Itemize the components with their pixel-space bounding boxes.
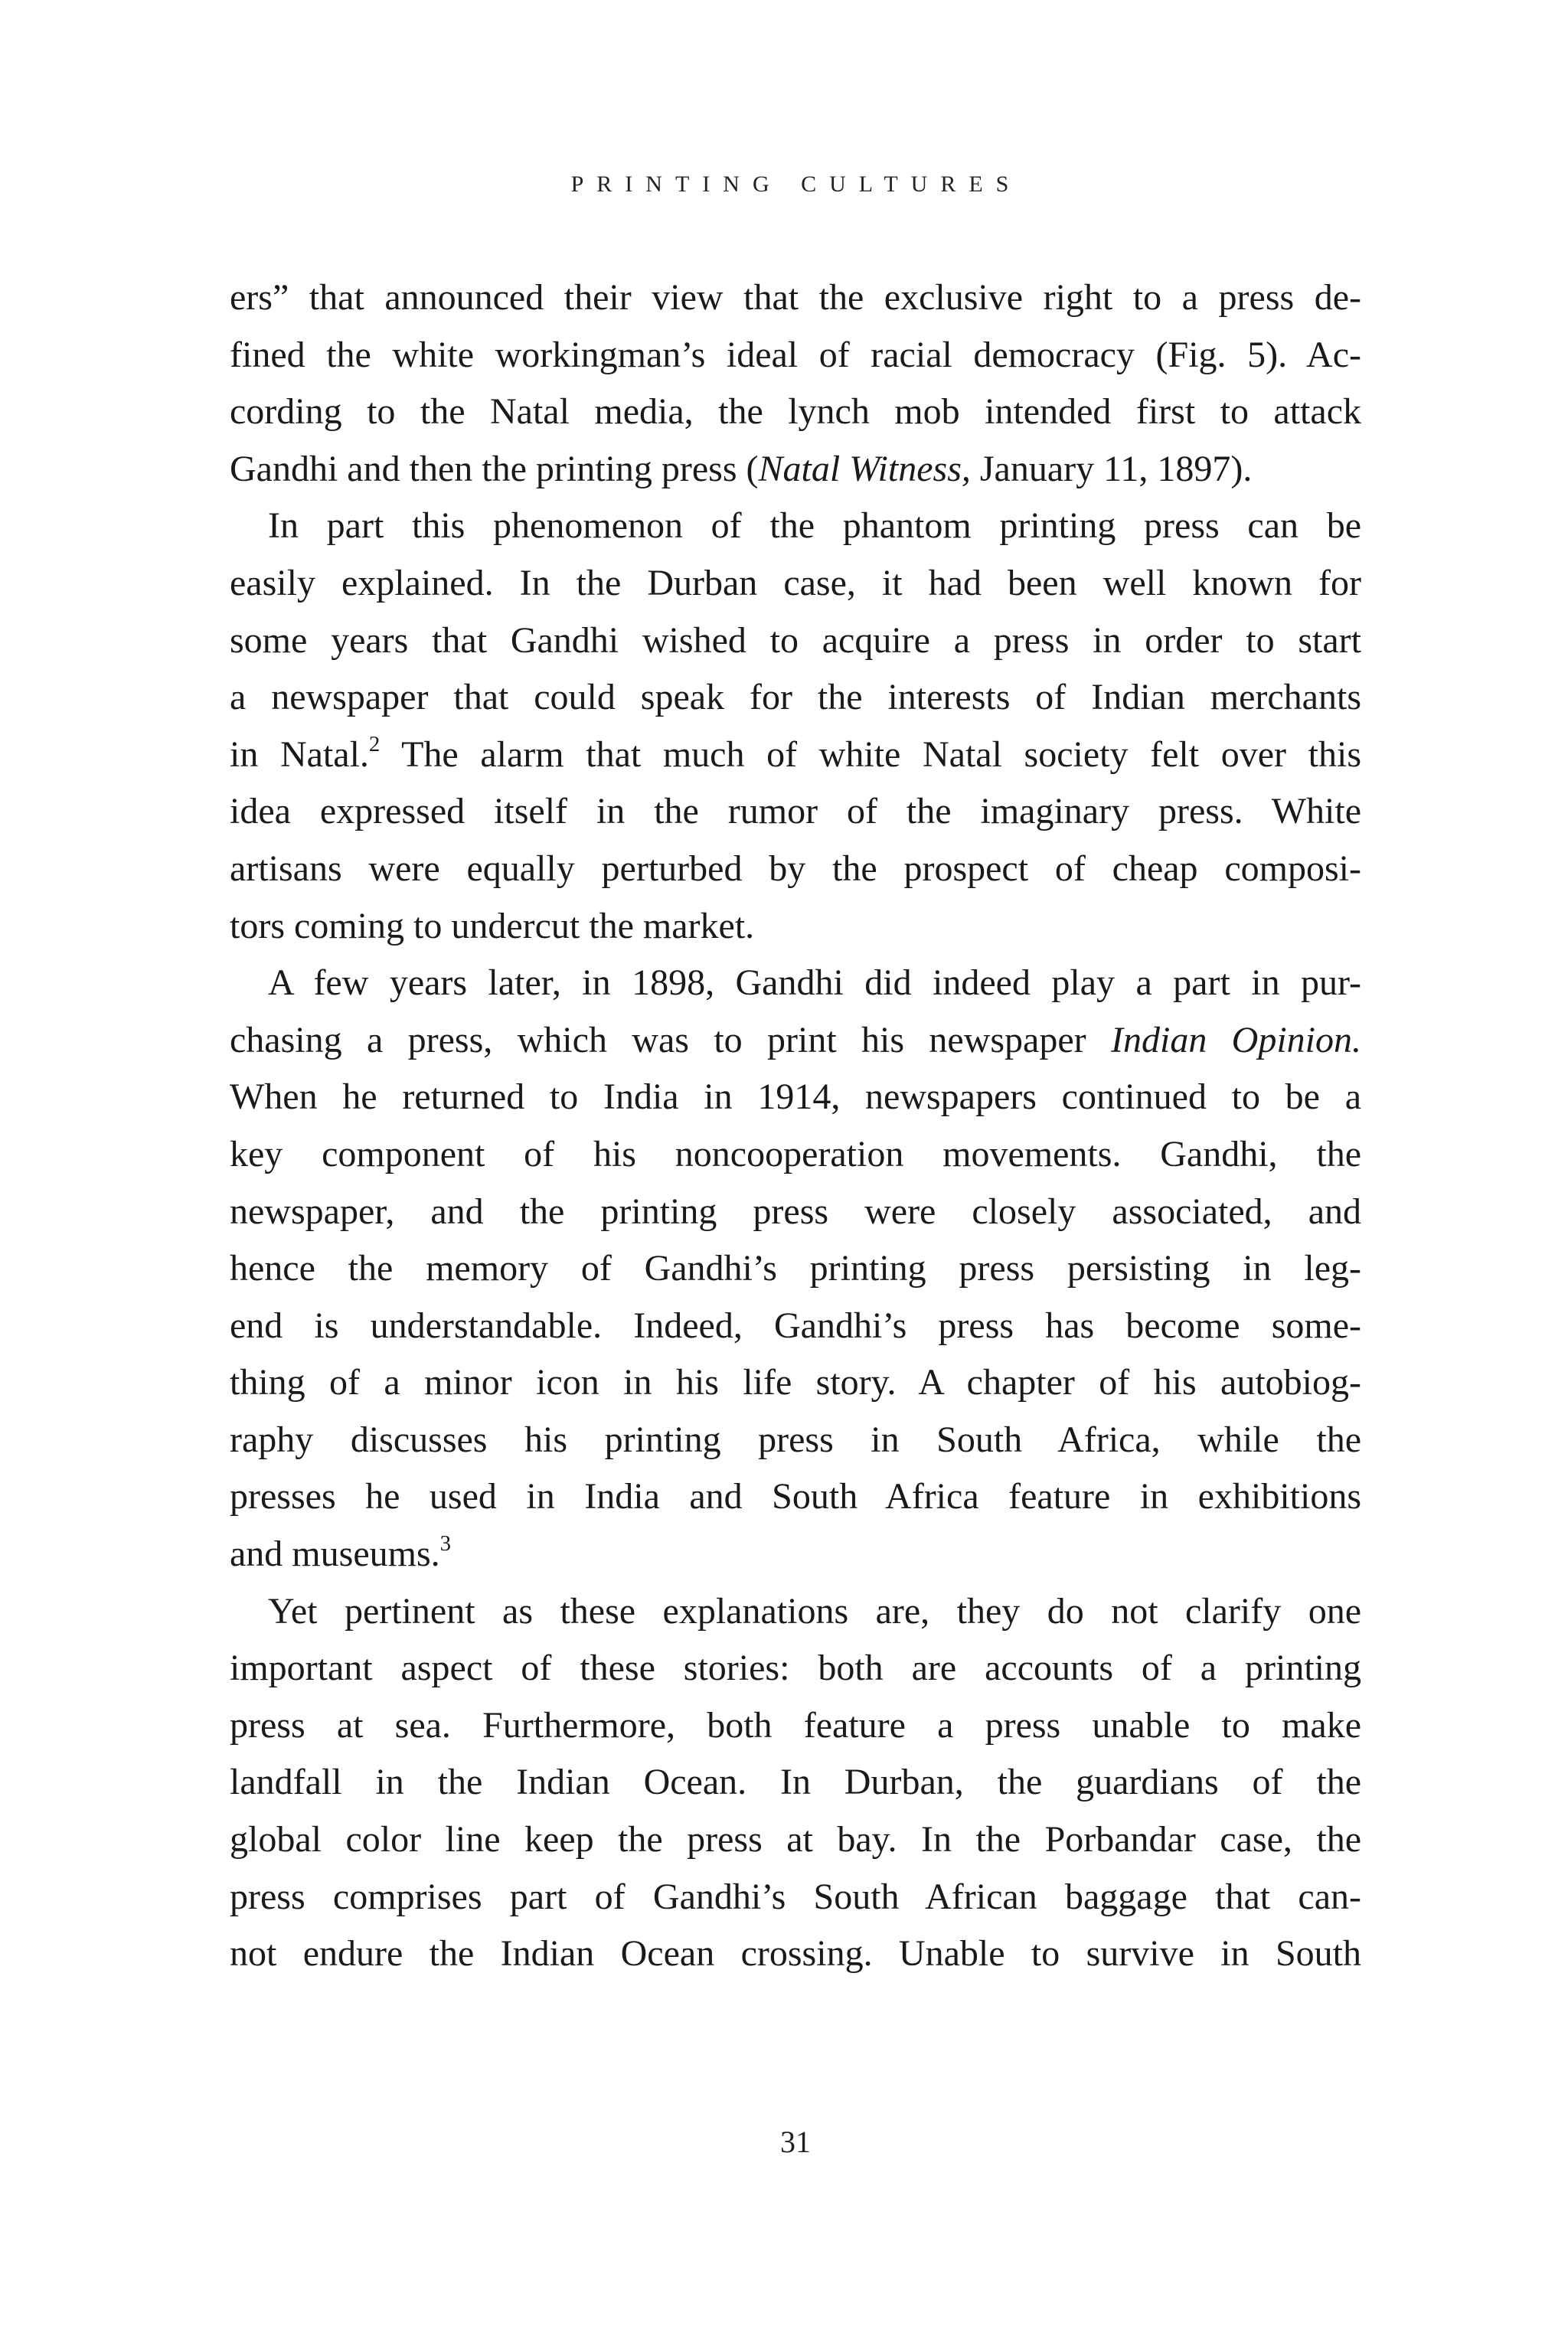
text-line: fined the white workingman’s ideal of racial democracy (Fig. 5). Ac- (230, 334, 1361, 375)
footnote-ref[interactable]: 2 (368, 731, 381, 756)
text-line: not endure the Indian Ocean crossing. Unable to survive in South (230, 1933, 1361, 1975)
text-line: press at sea. Furthermore, both feature a press unable to make (230, 1704, 1361, 1746)
text-line: key component of his noncooperation movements. Gandhi, the (230, 1133, 1361, 1174)
text-line: idea expressed itself in the rumor of the imaginary press. White (230, 791, 1361, 832)
text-line: tors coming to undercut the market. (230, 905, 755, 946)
text-line: a newspaper that could speak for the interests of Indian merchants (230, 677, 1361, 718)
text-line: global color line keep the press at bay. In the Porbandar case, the (230, 1819, 1361, 1860)
text-line: raphy discusses his printing press in South Africa, while the (230, 1419, 1361, 1460)
text-segment: The alarm that much of white Natal society felt over this (380, 733, 1362, 775)
footnote-ref[interactable]: 3 (439, 1530, 452, 1556)
paragraph-3 (230, 955, 1361, 1583)
page-number: 31 (780, 2125, 811, 2159)
text-line (230, 441, 1361, 498)
text-line: newspaper, and the printing press were closely associated, and (230, 1191, 1361, 1232)
text-line: landfall in the Indian Ocean. In Durban, the guardians of the (230, 1762, 1361, 1803)
text-segment: chasing a press, which was to print his newspaper (230, 1019, 1111, 1060)
text-segment: January 11, 1897). (970, 448, 1253, 489)
text-line (230, 1012, 1361, 1070)
paragraph-2 (230, 498, 1361, 955)
text-line: presses he used in India and South Africa feature in exhibitions (230, 1476, 1361, 1517)
text-line: In part this phenomenon of the phantom printing press can be (268, 505, 1361, 547)
body-text (230, 270, 1361, 1983)
text-line: A few years later, in 1898, Gandhi did indeed play a part in pur- (268, 962, 1361, 1004)
paragraph-1 (230, 270, 1361, 498)
text-line: cording to the Natal media, the lynch mob intended first to attack (230, 391, 1361, 433)
text-line: Yet pertinent as these explanations are, they do not clarify one (268, 1590, 1361, 1632)
text-line: important aspect of these stories: both are accounts of a printing (230, 1648, 1361, 1689)
text-segment: Gandhi and then the printing press ( (230, 448, 759, 489)
text-line: press comprises part of Gandhi’s South African baggage that can- (230, 1876, 1361, 1917)
text-line: artisans were equally perturbed by the prospect of cheap composi- (230, 848, 1361, 889)
text-line: When he returned to India in 1914, newspapers continued to be a (230, 1076, 1361, 1118)
text-line: some years that Gandhi wished to acquire a press in order to start (230, 619, 1361, 661)
text-segment: in Natal. (230, 733, 369, 775)
text-line (230, 1526, 1361, 1583)
text-line: easily explained. In the Durban case, it had been well known for (230, 562, 1361, 603)
text-line: hence the memory of Gandhi’s printing press persisting in leg- (230, 1248, 1361, 1289)
text-line: ers” that announced their view that the exclusive right to a press de- (230, 277, 1361, 318)
text-segment: and museums. (230, 1534, 440, 1575)
running-head: PRINTING CULTURES (570, 172, 1022, 197)
paragraph-4 (230, 1583, 1361, 1983)
text-line (230, 727, 1361, 784)
text-line: end is understandable. Indeed, Gandhi’s press has become some- (230, 1305, 1361, 1346)
text-line: thing of a minor icon in his life story. A chapter of his autobiog- (230, 1362, 1361, 1403)
italic-title: Indian Opinion. (1111, 1019, 1362, 1060)
italic-title: Natal Witness, (758, 448, 971, 489)
